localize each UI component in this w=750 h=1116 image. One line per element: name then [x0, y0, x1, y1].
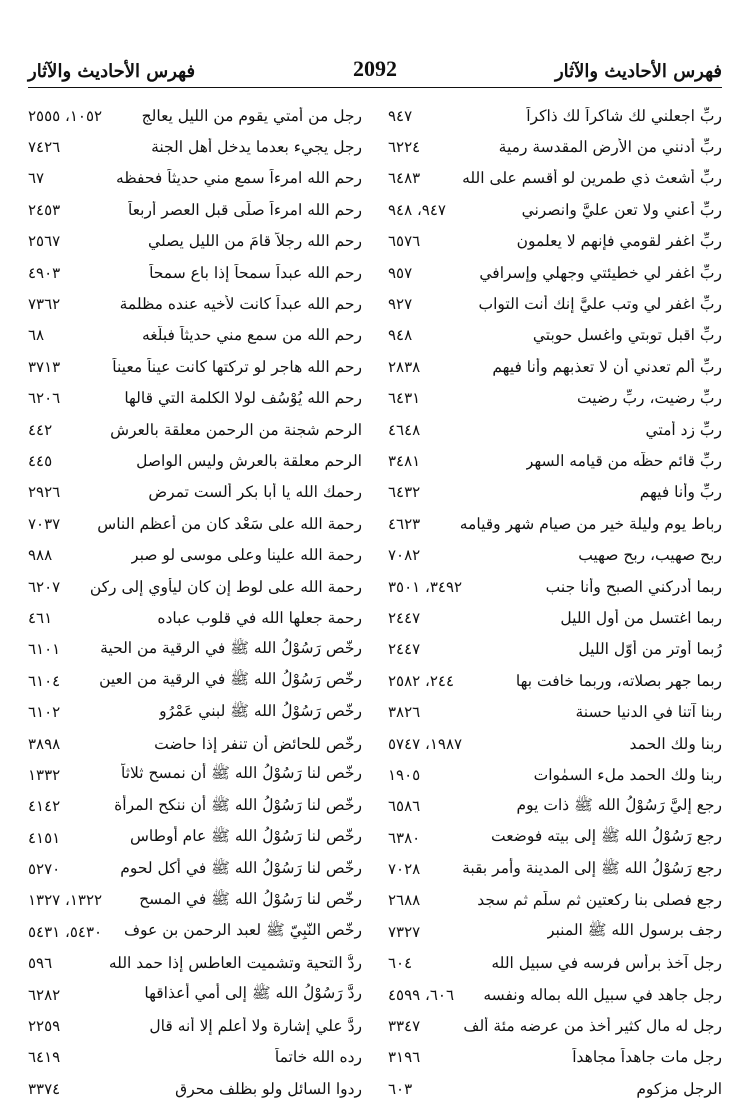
index-entry — [388, 508, 722, 539]
index-entry — [28, 1010, 362, 1041]
index-entry — [28, 885, 362, 916]
entry-reference-number: ١٣٢٢، ١٣٢٧ — [28, 891, 103, 910]
entry-text: ربِّ اجعلني لك شاكراً لك ذاكراً — [526, 106, 722, 125]
entry-reference-number: ٦٥٨٦ — [388, 797, 421, 816]
entry-text: ربِّ زد أمتي — [645, 420, 722, 439]
entry-text: الرحم شجنة من الرحمن معلقة بالعرش — [110, 420, 362, 439]
index-entry — [388, 1073, 722, 1104]
index-entry — [388, 571, 722, 602]
entry-text: الرحم معلقة بالعرش وليس الواصل — [136, 451, 362, 470]
index-entry — [388, 979, 722, 1010]
index-entry — [28, 571, 362, 602]
index-entry — [388, 383, 722, 414]
entry-reference-number: ٦٤٣٢ — [388, 483, 421, 502]
entry-text: ردَّ علي إشارة ولا أعلم إلا أنه قال — [149, 1017, 362, 1036]
entry-reference-number: ١٣٣٢ — [28, 765, 61, 784]
entry-reference-number: ٦٨ — [28, 326, 45, 345]
index-entry — [28, 539, 362, 570]
entry-reference-number: ٤٦١ — [28, 608, 53, 627]
index-entry — [28, 728, 362, 759]
index-page — [28, 52, 722, 1105]
entry-text: ربِّ أعني ولا تعن عليَّ وانصرني — [521, 200, 722, 219]
entry-text: رده الله خاتماً — [274, 1048, 362, 1067]
entry-reference-number: ٣٤٩٢، ٣٥٠١ — [388, 577, 463, 596]
entry-text: رخّص لنا رَسُوْلُ الله ﷺ عام أوطاس — [129, 827, 362, 846]
entry-reference-number: ٥٤٣٠، ٥٤٣١ — [28, 922, 103, 941]
entry-text: رجل آخذ برأس فرسه في سبيل الله — [491, 954, 722, 973]
index-entry — [388, 539, 722, 570]
running-title-right: فهرس الأحاديث والآثار — [554, 61, 722, 82]
index-entry — [28, 288, 362, 319]
entry-text: رحم الله عبداً سمحاً إذا باع سمحاً — [149, 263, 362, 282]
index-entry — [388, 163, 722, 194]
index-entry — [28, 602, 362, 633]
entry-text: ردُّ التحية وتشميت العاطس إذا حمد الله — [108, 954, 362, 973]
entry-reference-number: ٦١٠٤ — [28, 671, 61, 690]
entry-text: رجع رَسُوْلُ الله ﷺ إلى بيته فوضعت — [490, 827, 722, 846]
entry-reference-number: ٦١٠١ — [28, 640, 61, 659]
index-entry — [28, 665, 362, 696]
index-entry — [388, 1042, 722, 1073]
index-entry — [388, 100, 722, 131]
entry-text: ردوا السائل ولو بظلف محرق — [175, 1079, 362, 1098]
entry-text: ربِّ أشعث ذي طمرين لو أقسم على الله — [462, 169, 722, 188]
index-entry — [28, 791, 362, 822]
index-entry — [388, 445, 722, 476]
index-entry — [388, 194, 722, 225]
entry-text: رخّص لنا رَسُوْلُ الله ﷺ في المسح — [139, 889, 362, 908]
entry-reference-number: ٦٤٨٣ — [388, 169, 421, 188]
index-entry — [28, 163, 362, 194]
entry-text: ربِّ اغفر لي وتب عليَّ إنك أنت التواب — [478, 295, 722, 314]
index-entry — [388, 696, 722, 727]
index-entry — [388, 822, 722, 853]
entry-reference-number: ٤١٥١ — [28, 828, 61, 847]
index-entry — [28, 1042, 362, 1073]
entry-text: ربما جهر بصلاته، وربما خافت بها — [515, 671, 722, 690]
entry-reference-number: ١٩٠٥ — [388, 765, 421, 784]
entry-text: ربما اغتسل من أول الليل — [560, 608, 722, 627]
entry-reference-number: ٩٨٨ — [28, 546, 53, 565]
header-rule — [28, 87, 722, 88]
entry-reference-number: ٥٩٦ — [28, 954, 53, 973]
entry-reference-number: ٦٤١٩ — [28, 1048, 61, 1067]
entry-reference-number: ٢٤٥٣ — [28, 200, 61, 219]
entry-text: ربما أدركني الصبح وأنا جنب — [545, 577, 722, 596]
entry-text: رجل جاهد في سبيل الله بماله ونفسه — [483, 985, 722, 1004]
page-number: 2092 — [353, 56, 397, 81]
index-entry — [28, 759, 362, 790]
entry-text: رحم الله يُوْسُف لولا الكلمة التي قالها — [124, 389, 362, 408]
entry-text: ربِّ أدنني من الأرض المقدسة رمية — [498, 138, 722, 157]
entry-reference-number: ٥٢٧٠ — [28, 860, 61, 879]
entry-reference-number: ٤٦٢٣ — [388, 514, 421, 533]
index-entry — [28, 696, 362, 727]
index-entry — [388, 916, 722, 947]
index-entry — [28, 194, 362, 225]
entry-reference-number: ٢٨٣٨ — [388, 357, 421, 376]
index-entry — [28, 414, 362, 445]
entry-text: ربنا آتنا في الدنيا حسنة — [575, 703, 722, 722]
index-entry — [28, 634, 362, 665]
entry-reference-number: ٣١٩٦ — [388, 1048, 421, 1067]
entry-reference-number: ٦٠٤ — [388, 954, 413, 973]
index-entry — [388, 1010, 722, 1041]
entry-reference-number: ٤٤٢ — [28, 420, 53, 439]
index-columns — [28, 100, 722, 1105]
entry-text: رخّص لنا رَسُوْلُ الله ﷺ أن ننكح المرأة — [114, 795, 362, 814]
entry-reference-number: ٢٤٤، ٢٥٨٢ — [388, 671, 455, 690]
entry-text: رجف برسول الله ﷺ المنبر — [546, 921, 722, 940]
entry-text: رحم الله رجلاً قامَ من الليل يصلي — [148, 232, 362, 251]
entry-reference-number: ٧٣٦٢ — [28, 295, 61, 314]
entry-text: رخّص رَسُوْلُ الله ﷺ في الرقية من العين — [99, 670, 362, 689]
entry-text: ربِّ رضيت، ربِّ رضيت — [576, 389, 722, 408]
entry-reference-number: ٩٢٧ — [388, 295, 413, 314]
entry-reference-number: ٤١٤٢ — [28, 797, 61, 816]
entry-text: رجع فصلى بنا ركعتين ثم سلّم ثم سجد — [477, 891, 722, 910]
index-entry — [388, 791, 722, 822]
index-entry — [388, 320, 722, 351]
entry-reference-number: ٩٥٧ — [388, 263, 413, 282]
entry-reference-number: ٦٧ — [28, 169, 45, 188]
entry-reference-number: ٧٠٣٧ — [28, 514, 61, 533]
entry-text: ربِّ اغفر لي خطيئتي وجهلي وإسرافي — [479, 263, 722, 282]
entry-text: رخّص لنا رَسُوْلُ الله ﷺ في أكل لحوم — [120, 858, 362, 877]
index-entry — [28, 979, 362, 1010]
entry-text: رخّص رَسُوْلُ الله ﷺ في الرقية من الحية — [100, 638, 362, 657]
entry-reference-number: ٢٦٨٨ — [388, 891, 421, 910]
index-entry — [388, 351, 722, 382]
entry-reference-number: ٣٧١٣ — [28, 357, 61, 376]
entry-text: رجع رَسُوْلُ الله ﷺ إلى المدينة وأمر بقبة — [462, 858, 722, 877]
index-entry — [388, 226, 722, 257]
entry-text: رحمة جعلها الله في قلوب عباده — [157, 608, 362, 627]
entry-text: ربِّ قائم حظُّه من قيامه السهر — [525, 451, 722, 470]
entry-text: رجل يجيء بعدما يدخل أهل الجنة — [151, 138, 362, 157]
entry-text: ربِّ وأنا فيهم — [639, 483, 722, 502]
entry-reference-number: ٩٤٨ — [388, 326, 413, 345]
entry-text: ربِّ ألم تعدني أن لا تعذبهم وأنا فيهم — [492, 357, 722, 376]
entry-reference-number: ٦١٠٢ — [28, 703, 61, 722]
entry-reference-number: ٣٨٩٨ — [28, 734, 61, 753]
entry-reference-number: ٦٢٨٢ — [28, 985, 61, 1004]
entry-text: ربنا ولك الحمد ملء السمٰوات — [533, 765, 722, 784]
entry-reference-number: ٢٩٢٦ — [28, 483, 61, 502]
entry-text: ردَّ رَسُوْلُ الله ﷺ إلى أمي أعذاقها — [144, 984, 362, 1003]
entry-text: رُبما أوتر من أوّل الليل — [578, 640, 722, 659]
entry-text: رحمة الله على سَعْد كان من أعظم الناس — [97, 514, 362, 533]
index-entry — [28, 320, 362, 351]
index-entry — [388, 728, 722, 759]
entry-reference-number: ٣٣٤٧ — [388, 1017, 421, 1036]
index-entry — [28, 477, 362, 508]
entry-text: رحم الله امرءاً صلّى قبل العصر أربعاً — [127, 200, 362, 219]
entry-reference-number: ٦٢٠٧ — [28, 577, 61, 596]
entry-reference-number: ٢٤٤٧ — [388, 608, 421, 627]
index-entry — [28, 853, 362, 884]
entry-text: رباط يوم وليلة خير من صيام شهر وقيامه — [459, 514, 722, 533]
index-entry — [28, 226, 362, 257]
entry-text: رخّص النّبِيّ ﷺ لعبد الرحمن بن عوف — [123, 921, 362, 940]
entry-text: رجل مات جاهداً مجاهداً — [572, 1048, 722, 1067]
right-column — [388, 100, 722, 1105]
entry-reference-number: ٦٤٣١ — [388, 389, 421, 408]
entry-reference-number: ٤٩٠٣ — [28, 263, 61, 282]
index-entry — [28, 100, 362, 131]
entry-text: رحمة الله على لوط إن كان ليأوي إلى ركن — [89, 577, 362, 596]
entry-text: رخّص لنا رَسُوْلُ الله ﷺ أن نمسح ثلاثاً — [121, 764, 362, 783]
entry-text: ربح صهيب، ربح صهيب — [578, 546, 722, 565]
index-entry — [28, 1073, 362, 1104]
entry-reference-number: ٦٠٣ — [388, 1079, 413, 1098]
index-entry — [388, 288, 722, 319]
index-entry — [28, 508, 362, 539]
index-entry — [388, 665, 722, 696]
index-entry — [388, 477, 722, 508]
entry-reference-number: ١٠٥٢، ٢٥٥٥ — [28, 106, 103, 125]
entry-text: رحم الله امرءاً سمع مني حديثاً فحفظه — [116, 169, 362, 188]
index-entry — [28, 351, 362, 382]
running-title-left: فهرس الأحاديث والآثار — [28, 61, 196, 82]
index-entry — [28, 822, 362, 853]
entry-reference-number: ٢٢٥٩ — [28, 1017, 61, 1036]
entry-reference-number: ٢٥٦٧ — [28, 232, 61, 251]
index-entry — [388, 853, 722, 884]
entry-text: الرجل مزكوم — [636, 1079, 722, 1098]
entry-reference-number: ٤٦٤٨ — [388, 420, 421, 439]
entry-reference-number: ٩٤٧ — [388, 106, 413, 125]
index-entry — [28, 131, 362, 162]
entry-reference-number: ٣٤٨١ — [388, 451, 421, 470]
page-header — [28, 52, 722, 85]
entry-text: رحم الله هاجر لو تركتها كانت عيناً معيناً — [112, 357, 362, 376]
index-entry — [388, 948, 722, 979]
entry-text: ربنا ولك الحمد — [629, 734, 722, 753]
entry-text: رحم الله عبداً كانت لأخيه عنده مظلمة — [119, 295, 362, 314]
entry-reference-number: ٤٤٥ — [28, 451, 53, 470]
entry-reference-number: ٦٢٢٤ — [388, 138, 421, 157]
entry-text: رجل من أمتي يقوم من الليل يعالج — [141, 106, 362, 125]
index-entry — [28, 916, 362, 947]
entry-reference-number: ١٩٨٧، ٥٧٤٧ — [388, 734, 463, 753]
index-entry — [388, 759, 722, 790]
index-entry — [388, 602, 722, 633]
entry-reference-number: ٦٥٧٦ — [388, 232, 421, 251]
entry-reference-number: ٣٨٢٦ — [388, 703, 421, 722]
entry-text: ربِّ اغفر لقومي فإنهم لا يعلمون — [516, 232, 722, 251]
index-entry — [388, 257, 722, 288]
index-entry — [28, 257, 362, 288]
entry-text: رحمة الله علينا وعلى موسى لو صبر — [131, 546, 362, 565]
entry-text: ربِّ اقبل توبتي واغسل حوبتي — [532, 326, 722, 345]
index-entry — [28, 948, 362, 979]
entry-reference-number: ٦٣٨٠ — [388, 828, 421, 847]
entry-reference-number: ٧٠٨٢ — [388, 546, 421, 565]
entry-text: رحم الله من سمع مني حديثاً فبلَّغه — [141, 326, 362, 345]
left-column — [28, 100, 362, 1105]
entry-reference-number: ٧٣٢٧ — [388, 922, 421, 941]
entry-reference-number: ٣٣٧٤ — [28, 1079, 61, 1098]
index-entry — [28, 383, 362, 414]
entry-reference-number: ٢٤٤٧ — [388, 640, 421, 659]
index-entry — [388, 634, 722, 665]
index-entry — [388, 414, 722, 445]
entry-text: رجع إليَّ رَسُوْلُ الله ﷺ ذات يوم — [516, 795, 722, 814]
entry-text: رخّص رَسُوْلُ الله ﷺ لبني عَمْرُو — [159, 701, 362, 720]
index-entry — [388, 885, 722, 916]
entry-reference-number: ٧٤٢٦ — [28, 138, 61, 157]
index-entry — [388, 131, 722, 162]
entry-reference-number: ٦٠٦، ٤٥٩٩ — [388, 985, 455, 1004]
entry-reference-number: ٧٠٢٨ — [388, 860, 421, 879]
entry-reference-number: ٦٢٠٦ — [28, 389, 61, 408]
entry-text: رحمك الله يا أبا بكر ألست تمرض — [148, 483, 362, 502]
entry-text: رخّص للحائض أن تنفر إذا حاضت — [154, 734, 362, 753]
index-entry — [28, 445, 362, 476]
entry-reference-number: ٩٤٧، ٩٤٨ — [388, 200, 446, 219]
entry-text: رجل له مال كثير أخذ من عرضه مئة ألف — [463, 1017, 722, 1036]
